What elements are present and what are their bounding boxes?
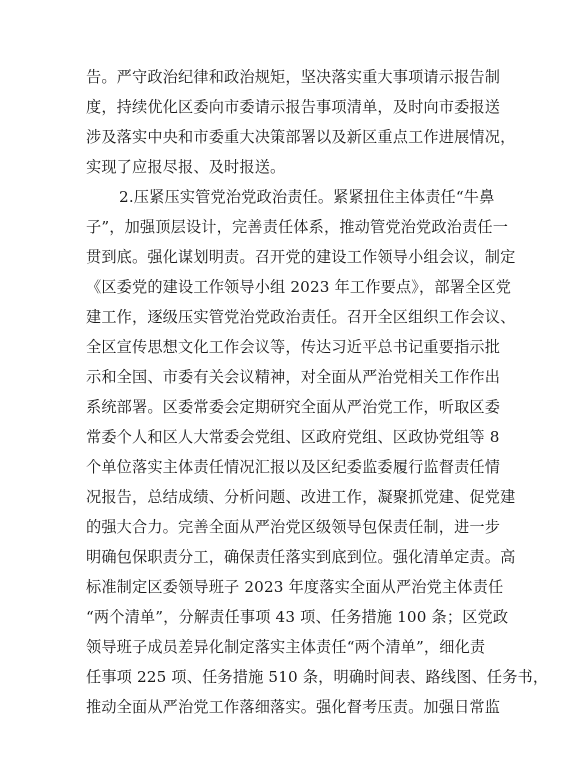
text-line: 贯到底。强化谋划明责。召开党的建设工作领导小组会议，制定 [86,248,516,266]
text-line: 个单位落实主体责任情况汇报以及区纪委监委履行监督责任情 [86,458,501,476]
text-line: 度，持续优化区委向市委请示报告事项清单，及时向市委报送 [86,98,501,116]
text-line: 况报告，总结成绩、分析问题、改进工作，凝聚抓党建、促党建 [86,488,516,506]
text-line: 系统部署。区委常委会定期研究全面从严治党工作，听取区委 [86,398,501,416]
document-body [86,62,549,722]
section-heading-line: 2.压紧压实管党治党政治责任。紧紧扭住主体责任“牛鼻 [119,188,495,206]
text-line: 涉及落实中央和市委重大决策部署以及新区重点工作进展情况， [86,128,516,146]
text-line: 任事项 225 项、任务措施 510 条，明确时间表、路线图、任务书， [86,668,549,686]
text-line: 推动全面从严治党工作落细落实。强化督考压责。加强日常监 [86,698,501,716]
text-line: 告。严守政治纪律和政治规矩，坚决落实重大事项请示报告制 [86,68,501,86]
text-line: 明确包保职责分工，确保责任落实到底到位。强化清单定责。高 [86,548,516,566]
text-line: 建工作，逐级压实管党治党政治责任。召开全区组织工作会议、 [86,308,516,326]
text-line: 实现了应报尽报、及时报送。 [86,158,286,176]
text-line: 《区委党的建设工作领导小组 2023 年工作要点》，部署全区党 [86,278,512,296]
text-line: 领导班子成员差异化制定落实主体责任“两个清单”，细化责 [86,638,486,656]
text-line: 全区宣传思想文化工作会议等，传达习近平总书记重要指示批 [86,338,501,356]
text-line: 示和全国、市委有关会议精神，对全面从严治党相关工作作出 [86,368,501,386]
text-line: 常委个人和区人大常委会党组、区政府党组、区政协党组等 8 [86,428,500,446]
text-line: “两个清单”，分解责任事项 43 项、任务措施 100 条；区党政 [86,608,509,626]
text-line: 标准制定区委领导班子 2023 年度落实全面从严治党主体责任 [86,578,504,596]
text-line: 的强大合力。完善全面从严治党区级领导包保责任制，进一步 [86,518,501,536]
text-line: 子”，加强顶层设计，完善责任体系，推动管党治党政治责任一 [86,218,509,236]
